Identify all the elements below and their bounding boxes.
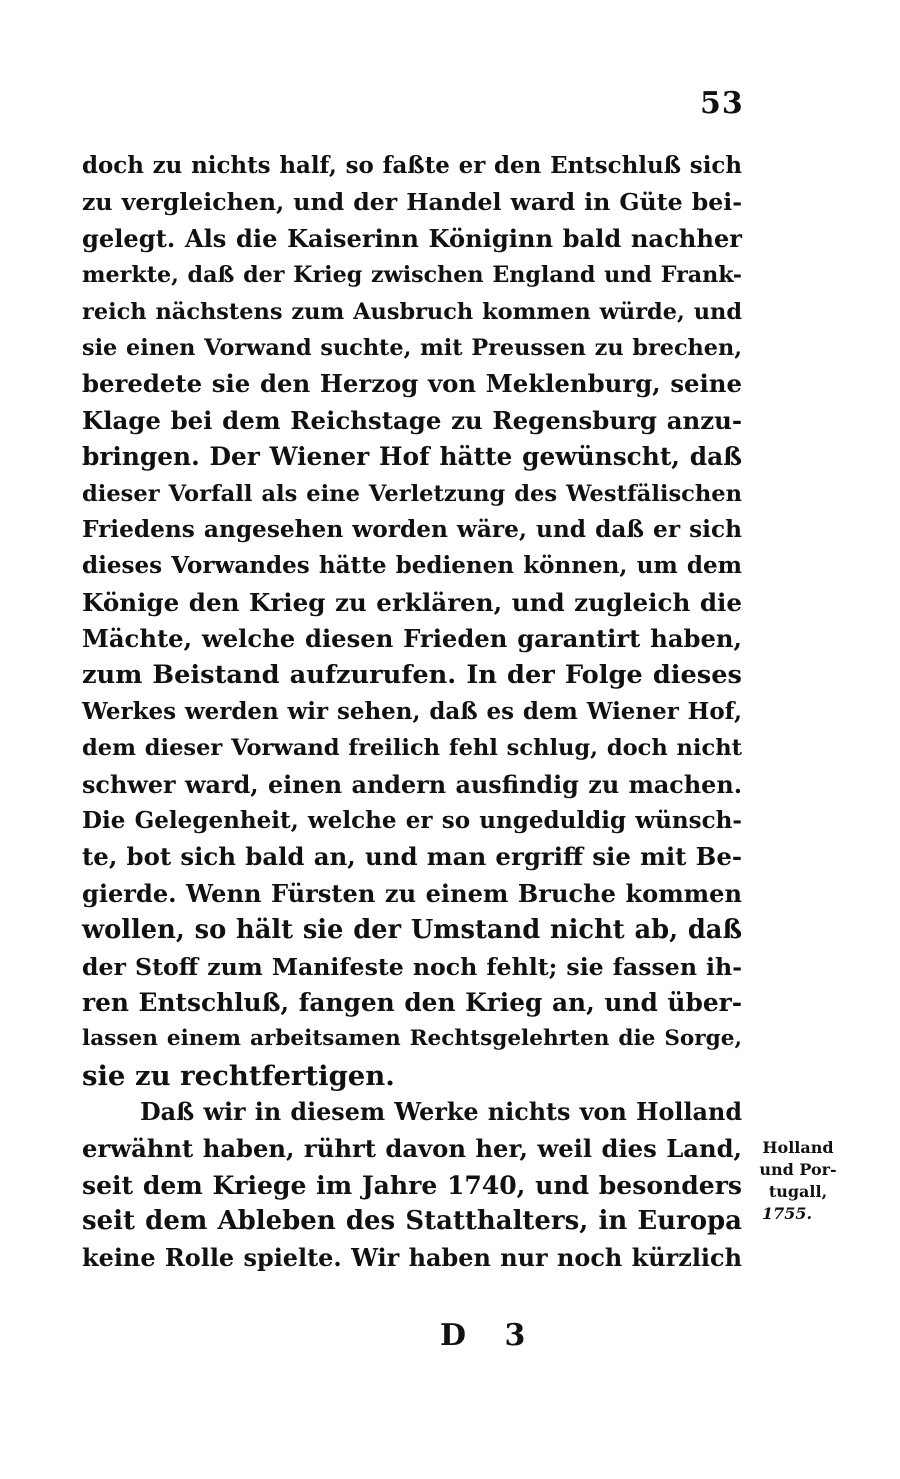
paragraph-1 [82, 148, 742, 1094]
text-line: merkte, daß der Krieg zwischen England und Frank- [82, 262, 742, 289]
text-line: beredete sie den Herzog von Meklenburg, seine [82, 369, 742, 399]
margin-note-line: und Por- [759, 1160, 837, 1179]
text-line: Klage bei dem Reichstage zu Regensburg anzu- [82, 405, 742, 435]
text-line: der Stoff zum Manifeste noch fehlt; sie fassen ih- [82, 952, 742, 981]
margin-note [748, 1137, 848, 1225]
page-number: 53 [700, 86, 744, 121]
paragraph-2 [82, 1094, 742, 1276]
text-line: dieser Vorfall als eine Verletzung des Westfälischen [82, 480, 742, 507]
text-line: bringen. Der Wiener Hof hätte gewünscht, daß [82, 442, 742, 472]
text-line: Die Gelegenheit, welche er so ungeduldig wünsch- [82, 807, 742, 835]
text-line: sie zu rechtfertigen. [82, 1059, 395, 1092]
text-line: doch zu nichts half, so faßte er den Entschluß sich [82, 152, 742, 179]
signature-mark: D 3 [440, 1318, 540, 1353]
text-line: schwer ward, einen andern ausfindig zu machen. [82, 770, 742, 799]
text-line: Daß wir in diesem Werke nichts von Holland [140, 1098, 742, 1127]
text-line: reich nächstens zum Ausbruch kommen würde, und [82, 298, 742, 325]
margin-note-line: tugall, [768, 1182, 828, 1201]
text-line: dem dieser Vorwand freilich fehl schlug, doch nicht [82, 735, 742, 762]
text-line: seit dem Kriege im Jahre 1740, und besonders [82, 1169, 742, 1200]
text-line: wollen, so hält sie der Umstand nicht ab, daß [82, 915, 742, 946]
text-line: Werkes werden wir sehen, daß es dem Wiener Hof, [82, 697, 742, 725]
text-line: erwähnt haben, rührt davon her, weil dies Land, [82, 1133, 742, 1163]
body-text [82, 148, 742, 1276]
text-line: gierde. Wenn Fürsten zu einem Bruche kommen [82, 878, 742, 908]
text-line: lassen einem arbeitsamen Rechtsgelehrten die Sorge, [82, 1026, 742, 1052]
text-line: keine Rolle spielte. Wir haben nur noch kürzlich [82, 1243, 742, 1272]
text-line: Friedens angesehen worden wäre, und daß er sich [82, 515, 742, 543]
margin-note-line: Holland [762, 1138, 834, 1157]
text-line: dieses Vorwandes hätte bedienen können, um dem [82, 552, 742, 580]
text-line: Könige den Krieg zu erklären, und zugleich die [82, 587, 742, 617]
text-line: te, bot sich bald an, und man ergriff sie mit Be- [82, 842, 742, 872]
margin-note-year: 1755. [762, 1204, 813, 1223]
text-line: zu vergleichen, und der Handel ward in Güte bei- [82, 188, 742, 217]
text-line: ren Entschluß, fangen den Krieg an, und über- [82, 987, 742, 1017]
text-line: seit dem Ableben des Statthalters, in Europa [82, 1206, 742, 1237]
text-line: sie einen Vorwand suchte, mit Preussen zu brechen, [82, 334, 742, 361]
text-line: gelegt. Als die Kaiserinn Königinn bald nachher [82, 223, 742, 253]
text-line: zum Beistand aufzurufen. In der Folge dieses [82, 660, 742, 691]
text-line: Mächte, welche diesen Frieden garantirt haben, [82, 624, 742, 654]
